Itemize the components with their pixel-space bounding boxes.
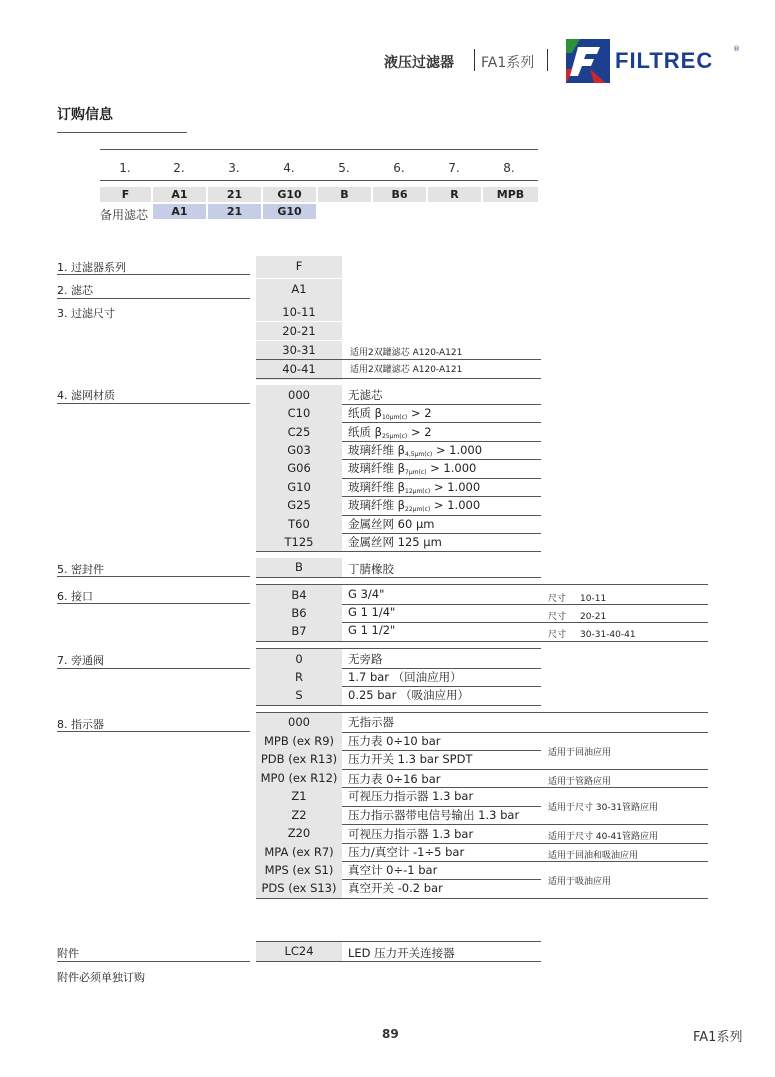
rule xyxy=(57,731,250,732)
desc-ind-pdb: 压力开关 1.3 bar SPDT xyxy=(348,752,473,766)
code-mid-rule xyxy=(100,180,538,181)
desc-media-g10: 玻璃纤维 $\beta_{12\mu m(c)} > 1.000$ xyxy=(348,480,481,495)
code-bypass-0: 0 xyxy=(295,652,303,666)
code-port-b6: B6 xyxy=(291,606,307,620)
rule xyxy=(256,961,541,962)
desc-seal: 丁腈橡胶 xyxy=(348,562,394,576)
code-num-6: 6. xyxy=(393,161,405,175)
desc-media-c10: 纸质 $\beta_{10\mu m(c)} > 2$ xyxy=(348,406,432,421)
rule xyxy=(256,278,342,279)
header-series: FA1系列 xyxy=(481,55,535,71)
desc-port-b6: G 1 1/4" xyxy=(348,605,396,619)
desc-media-c25: 纸质 $\beta_{25\mu m(c)} > 2$ xyxy=(348,425,432,440)
desc-port-b4: G 3/4" xyxy=(348,587,385,601)
label-series: 1. 过滤器系列 xyxy=(57,261,126,274)
desc-ind-mpb: 压力表 0÷10 bar xyxy=(348,734,441,748)
code-media-g25: G25 xyxy=(287,498,311,512)
code-top-rule xyxy=(100,149,538,150)
code-num-7: 7. xyxy=(448,161,460,175)
code-media-g10: G10 xyxy=(287,480,311,494)
rule xyxy=(57,961,250,962)
desc-ind-z20: 可视压力指示器 1.3 bar xyxy=(348,827,474,841)
code-media-c25: C25 xyxy=(287,425,311,439)
rule xyxy=(57,576,250,577)
code-media-t60: T60 xyxy=(288,517,310,531)
code-element: A1 xyxy=(291,282,307,296)
rule xyxy=(342,604,708,605)
rule xyxy=(342,622,708,623)
code-num-2: 2. xyxy=(173,161,185,175)
section-underline xyxy=(57,132,187,133)
code-example-5: B xyxy=(318,187,371,202)
desc-media-t60: 金属丝网 60 μm xyxy=(348,517,435,531)
desc-ind-000: 无指示器 xyxy=(348,715,394,729)
rule xyxy=(342,496,541,497)
header-title: 液压过滤器 xyxy=(384,55,454,71)
label-size: 3. 过滤尺寸 xyxy=(57,307,115,320)
code-media-c10: C10 xyxy=(287,406,311,420)
header-divider xyxy=(474,49,475,71)
rule xyxy=(342,404,541,405)
rule xyxy=(57,668,250,669)
code-ind-z20: Z20 xyxy=(287,826,311,840)
spare-code-1: A1 xyxy=(153,204,206,219)
note-ind-return-suction: 适用于回油和吸油应用 xyxy=(548,851,639,861)
desc-ind-mps: 真空计 0÷-1 bar xyxy=(348,863,438,877)
rule xyxy=(342,824,708,825)
desc-bypass-r: 1.7 bar （回油应用） xyxy=(348,670,462,684)
code-media-t125: T125 xyxy=(284,535,314,549)
rule xyxy=(256,577,541,578)
desc-size-4: 适用2双罐滤芯 A120-A121 xyxy=(350,365,463,375)
rule xyxy=(342,478,541,479)
desc-port-b7: G 1 1/2" xyxy=(348,623,396,637)
code-size-2: 20-21 xyxy=(282,324,316,338)
code-ind-pdb: PDB (ex R13) xyxy=(260,752,338,766)
rule xyxy=(57,603,250,604)
desc-media-t125: 金属丝网 125 μm xyxy=(348,535,442,549)
page-number: 89 xyxy=(382,1027,399,1041)
code-size-3: 30-31 xyxy=(282,343,316,357)
code-port-b4: B4 xyxy=(291,588,307,602)
note-port-b7: 尺寸 30-31-40-41 xyxy=(548,630,636,640)
desc-media-000: 无滤芯 xyxy=(348,388,383,402)
footer-series: FA1系列 xyxy=(693,1030,743,1045)
code-bypass-s: S xyxy=(295,688,303,702)
rule xyxy=(342,422,541,423)
label-seal: 5. 密封件 xyxy=(57,563,104,576)
code-ind-mps: MPS (ex S1) xyxy=(264,863,334,877)
desc-ind-mpa: 压力/真空计 -1÷5 bar xyxy=(348,845,465,859)
code-example-2: A1 xyxy=(153,187,206,202)
desc-bypass-s: 0.25 bar （吸油应用） xyxy=(348,688,469,702)
code-ind-mp0: MP0 (ex R12) xyxy=(260,771,338,785)
desc-media-g06: 玻璃纤维 $\beta_{7\mu m(c)} > 1.000$ xyxy=(348,461,477,476)
rule xyxy=(57,298,250,299)
code-seal: B xyxy=(256,558,342,577)
rule xyxy=(256,641,708,642)
code-ind-mpb: MPB (ex R9) xyxy=(263,734,335,748)
code-num-1: 1. xyxy=(119,161,131,175)
rule xyxy=(256,378,541,379)
rule xyxy=(342,533,541,534)
label-indicator: 8. 指示器 xyxy=(57,718,104,731)
code-ind-z2: Z2 xyxy=(291,808,307,822)
note-ind-size-30: 适用于尺寸 30-31管路应用 xyxy=(548,803,659,813)
code-example-1: F xyxy=(100,187,151,202)
rule xyxy=(256,898,708,899)
code-media-g03: G03 xyxy=(287,443,311,457)
spare-code-3: G10 xyxy=(263,204,316,219)
code-ind-000: 000 xyxy=(288,715,310,729)
code-example-8: MPB xyxy=(483,187,538,202)
rule xyxy=(256,705,541,706)
desc-media-g25: 玻璃纤维 $\beta_{22\mu m(c)} > 1.000$ xyxy=(348,498,481,513)
label-bypass: 7. 旁通阀 xyxy=(57,654,104,667)
code-ind-mpa: MPA (ex R7) xyxy=(264,845,334,859)
desc-ind-z2: 压力指示器带电信号输出 1.3 bar xyxy=(348,808,520,822)
rule xyxy=(57,403,250,404)
desc-size-3: 适用2双罐滤芯 A120-A121 xyxy=(350,348,463,358)
code-ind-pds: PDS (ex S13) xyxy=(261,881,337,895)
accessory-note: 附件必须单独订购 xyxy=(57,971,145,984)
code-media-g06: G06 xyxy=(287,461,311,475)
code-num-3: 3. xyxy=(228,161,240,175)
header-divider-2 xyxy=(547,49,548,71)
spare-element-label: 备用滤芯 xyxy=(100,208,149,222)
spare-code-2: 21 xyxy=(208,204,261,219)
note-port-b6: 尺寸 20-21 xyxy=(548,612,607,622)
rule xyxy=(57,274,250,275)
desc-ind-z1: 可视压力指示器 1.3 bar xyxy=(348,789,474,803)
rule xyxy=(342,459,541,460)
code-example-6: B6 xyxy=(373,187,426,202)
code-port-b7: B7 xyxy=(291,624,307,638)
note-ind-size-40: 适用于尺寸 40-41管路应用 xyxy=(548,832,659,842)
filtrec-logo-icon xyxy=(566,39,610,83)
code-ind-z1: Z1 xyxy=(291,789,307,803)
code-example-3: 21 xyxy=(208,187,261,202)
rule xyxy=(342,441,541,442)
code-size-4: 40-41 xyxy=(282,362,316,376)
code-size-1: 10-11 xyxy=(282,305,316,319)
label-element: 2. 滤芯 xyxy=(57,284,93,297)
desc-ind-pds: 真空开关 -0.2 bar xyxy=(348,881,443,895)
code-accessory: LC24 xyxy=(256,942,342,961)
code-media-000: 000 xyxy=(288,388,310,402)
code-example-4: G10 xyxy=(263,187,316,202)
brand-name: FILTREC xyxy=(615,48,714,73)
desc-ind-mp0: 压力表 0÷16 bar xyxy=(348,772,441,786)
desc-accessory: LED 压力开关连接器 xyxy=(348,946,455,960)
code-num-4: 4. xyxy=(283,161,295,175)
rule xyxy=(256,551,541,552)
rule xyxy=(342,515,541,516)
note-port-b4: 尺寸 10-11 xyxy=(548,594,607,604)
desc-media-g03: 玻璃纤维 $\beta_{4,5\mu m(c)} > 1.000$ xyxy=(348,443,483,458)
section-title: 订购信息 xyxy=(57,107,113,123)
label-port: 6. 接口 xyxy=(57,590,93,603)
brand-registered: ® xyxy=(733,45,740,53)
note-ind-line: 适用于管路应用 xyxy=(548,777,612,787)
code-num-5: 5. xyxy=(338,161,350,175)
code-example-7: R xyxy=(428,187,481,202)
note-ind-return: 适用于回油应用 xyxy=(548,748,612,758)
rule xyxy=(342,769,708,770)
code-series: F xyxy=(256,256,342,276)
label-accessory: 附件 xyxy=(57,947,79,960)
code-bypass-r: R xyxy=(295,670,303,684)
label-media: 4. 滤网材质 xyxy=(57,389,115,402)
code-num-8: 8. xyxy=(503,161,515,175)
desc-bypass-0: 无旁路 xyxy=(348,652,383,666)
note-ind-suction: 适用于吸油应用 xyxy=(548,877,612,887)
